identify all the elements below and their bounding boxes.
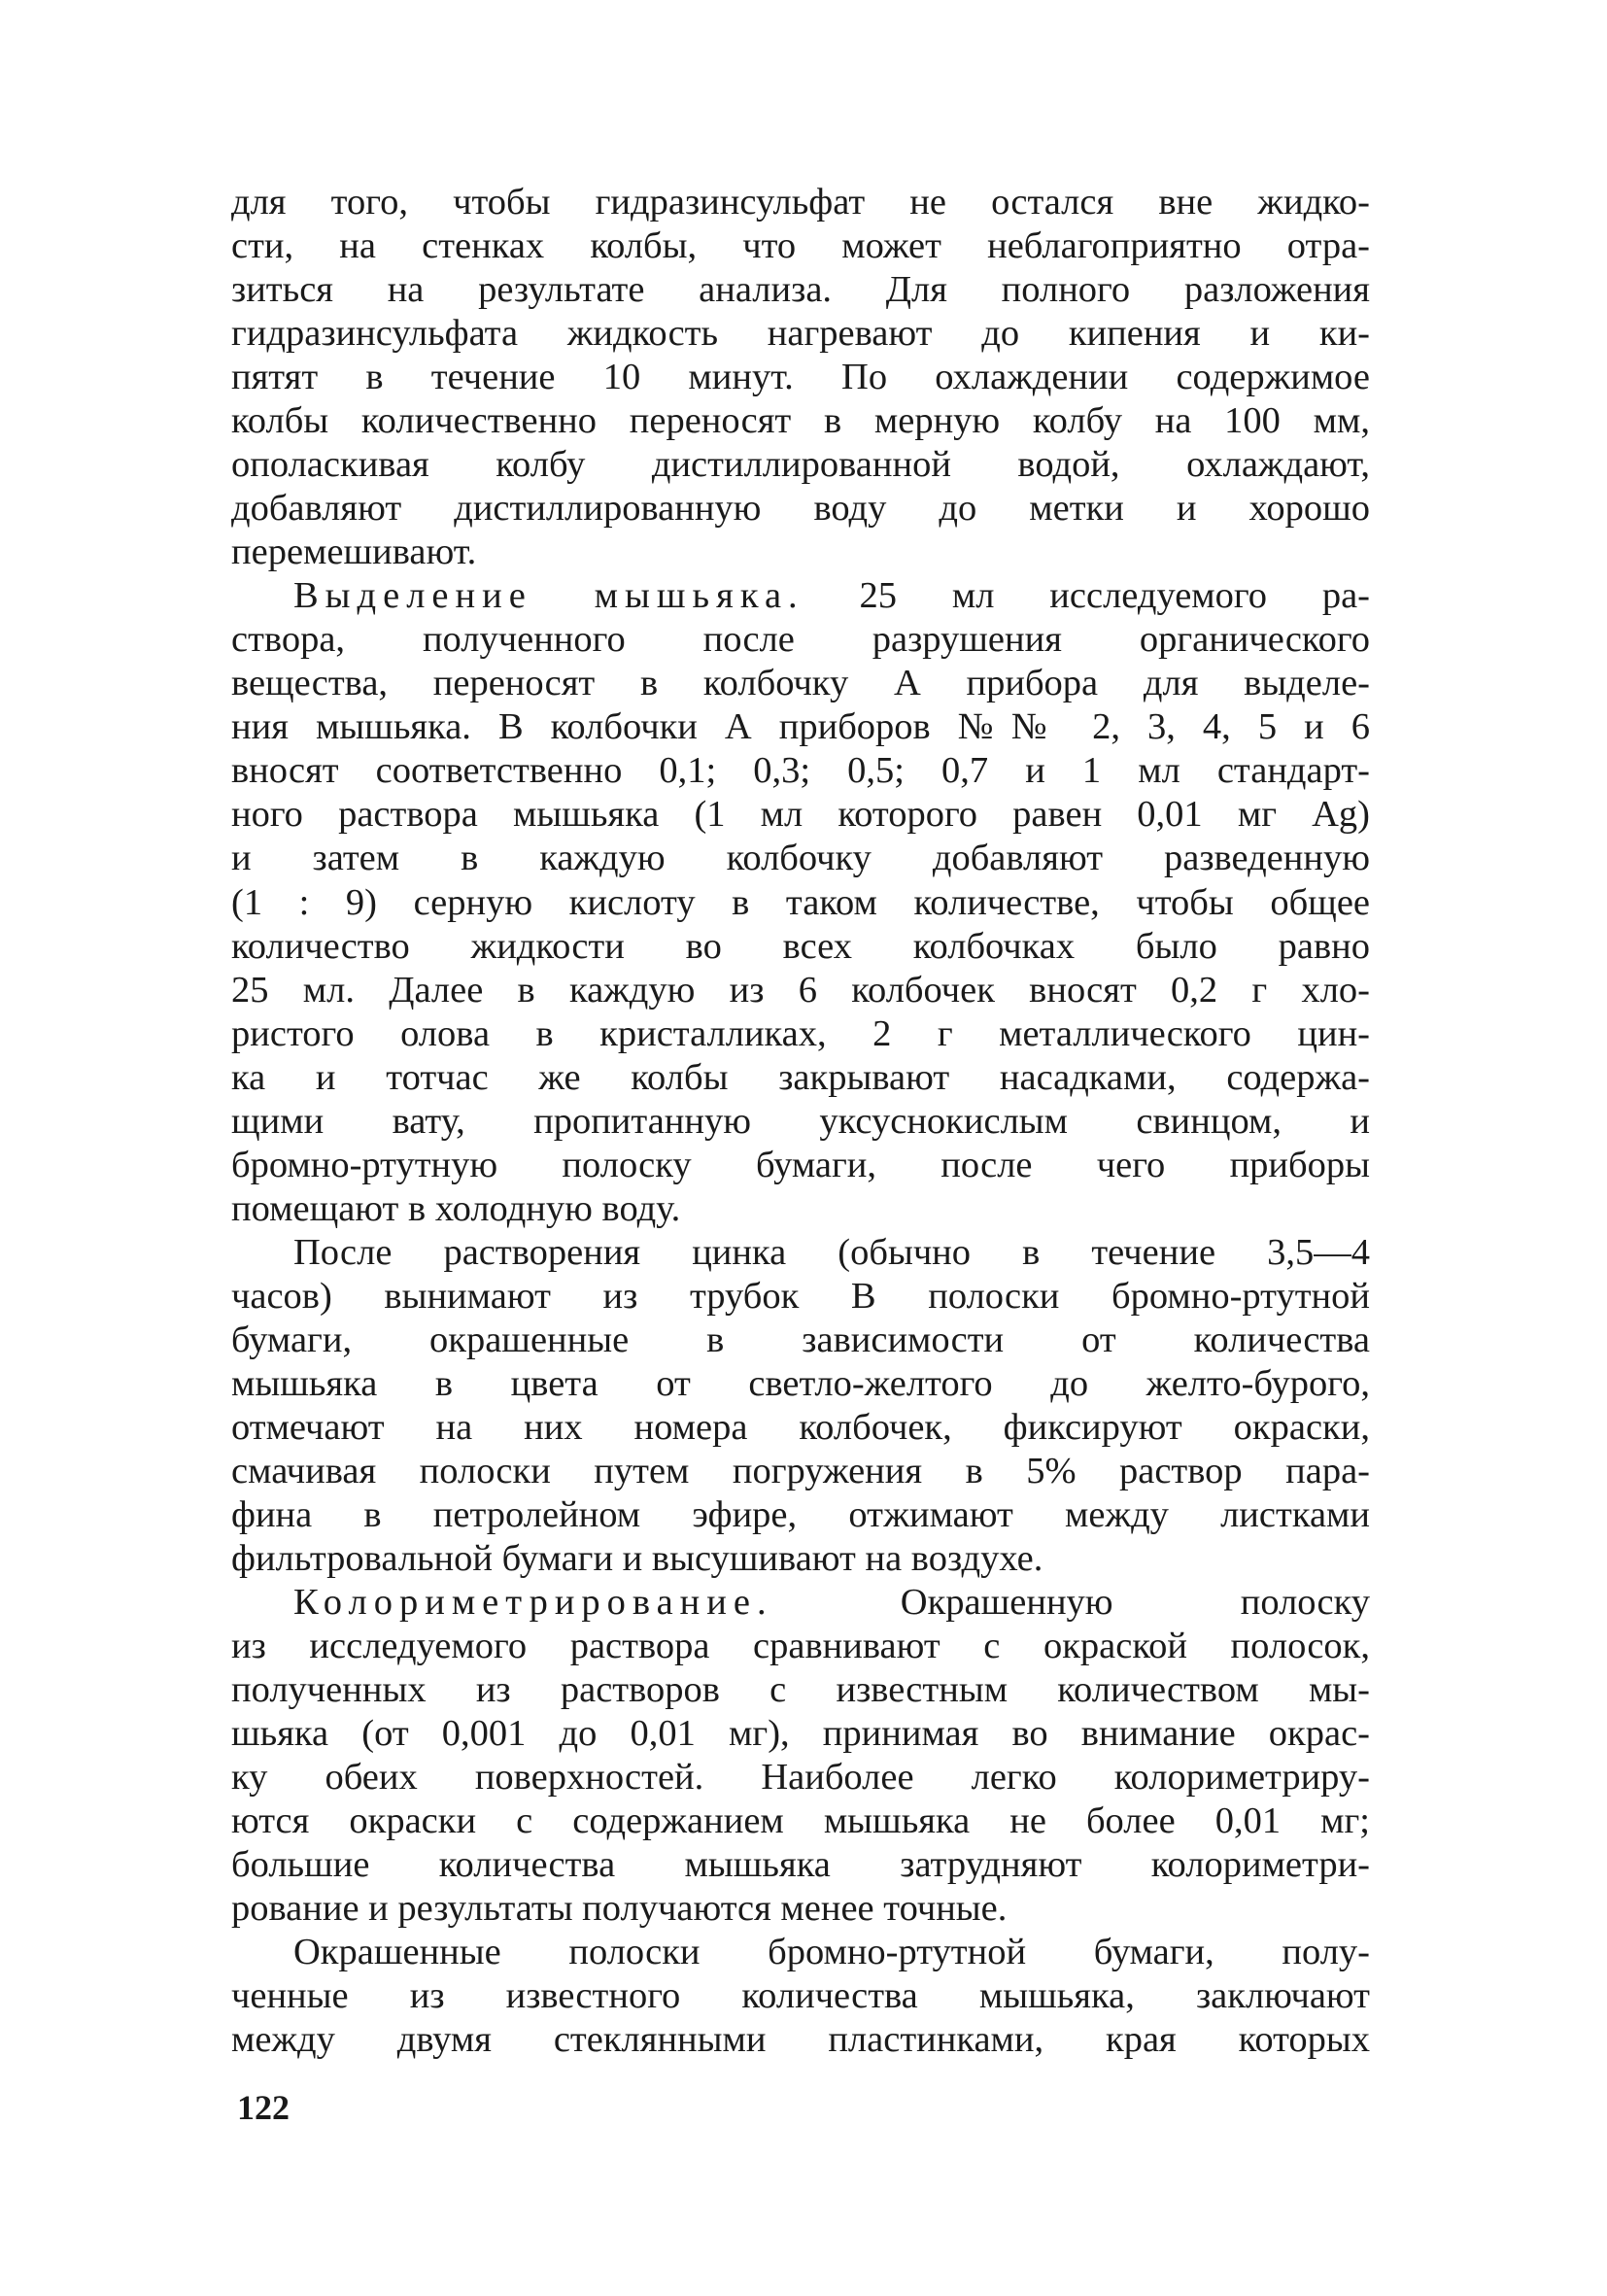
text-line: (1 : 9) серную кислоту в таком количестве, чтобы общее (231, 881, 1370, 923)
page-number: 122 (237, 2088, 290, 2127)
text-line-continuation: Окрашенную полоску (772, 1582, 1370, 1623)
section-heading-arsenic-isolation: Выделение мышьяка. (293, 575, 804, 617)
text-line: мышьяка в цвета от светло-желтого до желто-бурого, (231, 1362, 1370, 1404)
text-line: шьяка (от 0,001 до 0,01 мг), принимая во внимание окрас- (231, 1713, 1370, 1755)
text-line: добавляют дистиллированную воду до метки и хорошо (231, 488, 1370, 530)
text-line: зиться на результате анализа. Для полного разложения (231, 269, 1370, 311)
text-line: ния мышьяка. В колбочки А приборов №№ 2, 3, 4, 5 и 6 (231, 706, 1370, 748)
text-line: смачивая полоски путем погружения в 5% раствор пара- (231, 1450, 1370, 1491)
text-line: часов) вынимают из трубок В полоски бромно-ртутной (231, 1275, 1370, 1317)
text-line: ются окраски с содержанием мышьяка не более 0,01 мг; (231, 1800, 1370, 1842)
text-line: фильтровальной бумаги и высушивают на воздухе. (231, 1537, 1043, 1579)
text-line: ного раствора мышьяка (1 мл которого равен 0,01 мг Ag) (231, 794, 1370, 836)
paragraph-5 (231, 1931, 1370, 2062)
text-line: 25 мл. Далее в каждую из 6 колбочек вносят 0,2 г хло- (231, 969, 1370, 1011)
text-line: После растворения цинка (обычно в течение 3,5—4 (293, 1231, 1370, 1273)
text-line-continuation: 25 мл исследуемого ра- (804, 575, 1371, 617)
text-line: вещества, переносят в колбочку А прибора для выделе- (231, 663, 1370, 704)
paragraph-4 (231, 1581, 1370, 1931)
text-line: вносят соответственно 0,1; 0,3; 0,5; 0,7 и 1 мл стандарт- (231, 750, 1370, 792)
text-line (231, 1581, 1370, 1625)
text-line: отмечают на них номера колбочек, фиксируют окраски, (231, 1406, 1370, 1448)
text-line: бромно-ртутную полоску бумаги, после чего приборы (231, 1144, 1370, 1185)
text-line: Окрашенные полоски бромно-ртутной бумаги, полу- (293, 1932, 1370, 1973)
paragraph-3 (231, 1231, 1370, 1581)
text-line: щими вату, пропитанную уксуснокислым свинцом, и (231, 1100, 1370, 1142)
text-line: рование и результаты получаются менее точные. (231, 1888, 1008, 1930)
text-line: гидразинсульфата жидкость нагревают до кипения и ки- (231, 313, 1370, 355)
section-heading-colorimetry: Колориметрирование. (293, 1582, 773, 1623)
paragraph-2 (231, 574, 1370, 1230)
text-line: и затем в каждую колбочку добавляют разведенную (231, 838, 1370, 879)
text-line: для того, чтобы гидразинсульфат не остался вне жидко- (231, 182, 1370, 223)
text-line: ополаскивая колбу дистиллированной водой, охлаждают, (231, 444, 1370, 486)
text-line: количество жидкости во всех колбочках было равно (231, 925, 1370, 967)
text-line: перемешивают. (231, 531, 477, 573)
text-line: ка и тотчас же колбы закрывают насадками, содержа- (231, 1056, 1370, 1098)
text-line: ристого олова в кристалликах, 2 г металлического цин- (231, 1012, 1370, 1054)
text-line: между двумя стеклянными пластинками, края которых (231, 2019, 1370, 2061)
paragraph-1 (231, 181, 1370, 574)
text-line: фина в петролейном эфире, отжимают между листками (231, 1493, 1370, 1535)
text-line: створа, полученного после разрушения органического (231, 619, 1370, 661)
text-line: ку обеих поверхностей. Наиболее легко колориметриру- (231, 1757, 1370, 1799)
text-line: помещают в холодную воду. (231, 1187, 681, 1229)
text-line: бумаги, окрашенные в зависимости от количества (231, 1319, 1370, 1360)
text-line: большие количества мышьяка затрудняют колориметри- (231, 1844, 1370, 1886)
text-line (231, 574, 1370, 618)
page-body (231, 181, 1370, 2062)
text-line: полученных из растворов с известным количеством мы- (231, 1669, 1370, 1711)
text-line: колбы количественно переносят в мерную колбу на 100 мм, (231, 400, 1370, 442)
text-line: ченные из известного количества мышьяка, заключают (231, 1975, 1370, 2017)
text-line: пятят в течение 10 минут. По охлаждении содержимое (231, 357, 1370, 398)
text-line: из исследуемого раствора сравнивают с окраской полосок, (231, 1626, 1370, 1667)
text-line: сти, на стенках колбы, что может неблагоприятно отра- (231, 225, 1370, 267)
